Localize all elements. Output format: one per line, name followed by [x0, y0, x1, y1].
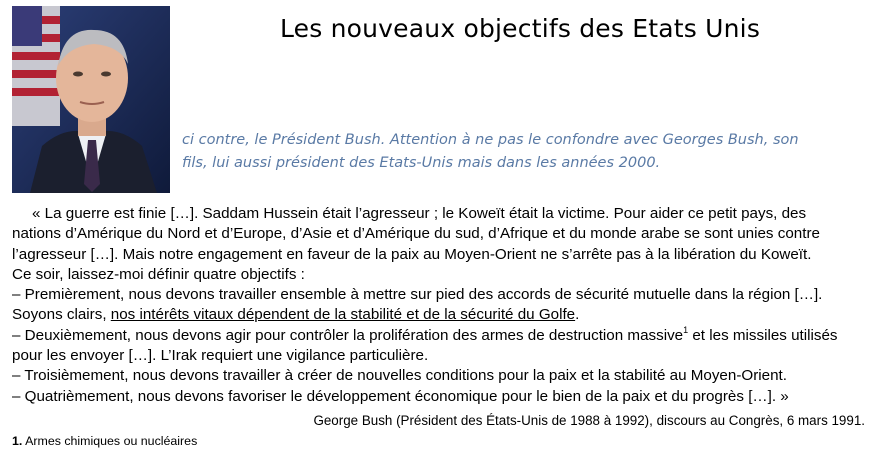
- speech-fragment: .: [575, 306, 580, 324]
- underlined-key-phrase: nos intérêts vitaux dépendent de la stabilité et de la sécurité du Golfe: [110, 306, 576, 324]
- speech-fragment: et les missiles utilisés: [688, 326, 838, 344]
- speech-line: nations d’Amérique du Nord et d’Europe, d’Asie et d’Amérique du sud, d’Afrique et du monde arabe se sont unies contre: [12, 225, 820, 243]
- speech-text: [12, 204, 868, 407]
- page-title: Les nouveaux objectifs des Etats Unis: [279, 14, 761, 43]
- speech-fragment: – Deuxièmement, nous devons agir pour contrôler la prolifération des armes de destruction massive: [12, 326, 684, 344]
- photo-caption: [182, 129, 822, 175]
- speech-line: pour les envoyer […]. L’Irak requiert une vigilance particulière.: [12, 347, 429, 365]
- caption-line: ci contre, le Président Bush. Attention à ne pas le confondre avec Georges Bush, son: [182, 132, 799, 148]
- caption-line: fils, lui aussi président des Etats-Unis mais dans les années 2000.: [182, 155, 661, 171]
- footnote-text: Armes chimiques ou nucléaires: [22, 434, 198, 448]
- footnote-number: 1.: [12, 434, 23, 448]
- speech-fragment: Soyons clairs,: [12, 306, 111, 324]
- portrait-photo-icon: [12, 6, 170, 193]
- speech-line: – Quatrièmement, nous devons favoriser le développement économique pour le bien de la paix et du progrès […]. »: [12, 387, 789, 405]
- speech-line: [12, 326, 868, 346]
- speech-line: – Premièrement, nous devons travailler ensemble à mettre sur pied des accords de sécurité mutuelle dans la région […].: [12, 286, 823, 304]
- speech-line: l’agresseur […]. Mais notre engagement en faveur de la paix au Moyen-Orient ne s’arrête pas à la libération du Koweït.: [12, 245, 812, 263]
- president-portrait-photo: [12, 6, 170, 193]
- footnote: [12, 434, 197, 448]
- speech-line: – Troisièmement, nous devons travailler à créer de nouvelles conditions pour la paix et la stabilité au Moyen-Orient.: [12, 367, 787, 385]
- footnote-ref: 1: [683, 324, 689, 335]
- source-citation: George Bush (Président des États-Unis de 1988 à 1992), discours au Congrès, 6 mars 1991.: [313, 413, 865, 428]
- speech-line: [12, 305, 868, 325]
- speech-line: « La guerre est finie […]. Saddam Hussein était l’agresseur ; le Koweït était la victime. Pour aider ce petit pays, des: [32, 205, 807, 222]
- speech-line: Ce soir, laissez-moi définir quatre objectifs :: [12, 265, 305, 283]
